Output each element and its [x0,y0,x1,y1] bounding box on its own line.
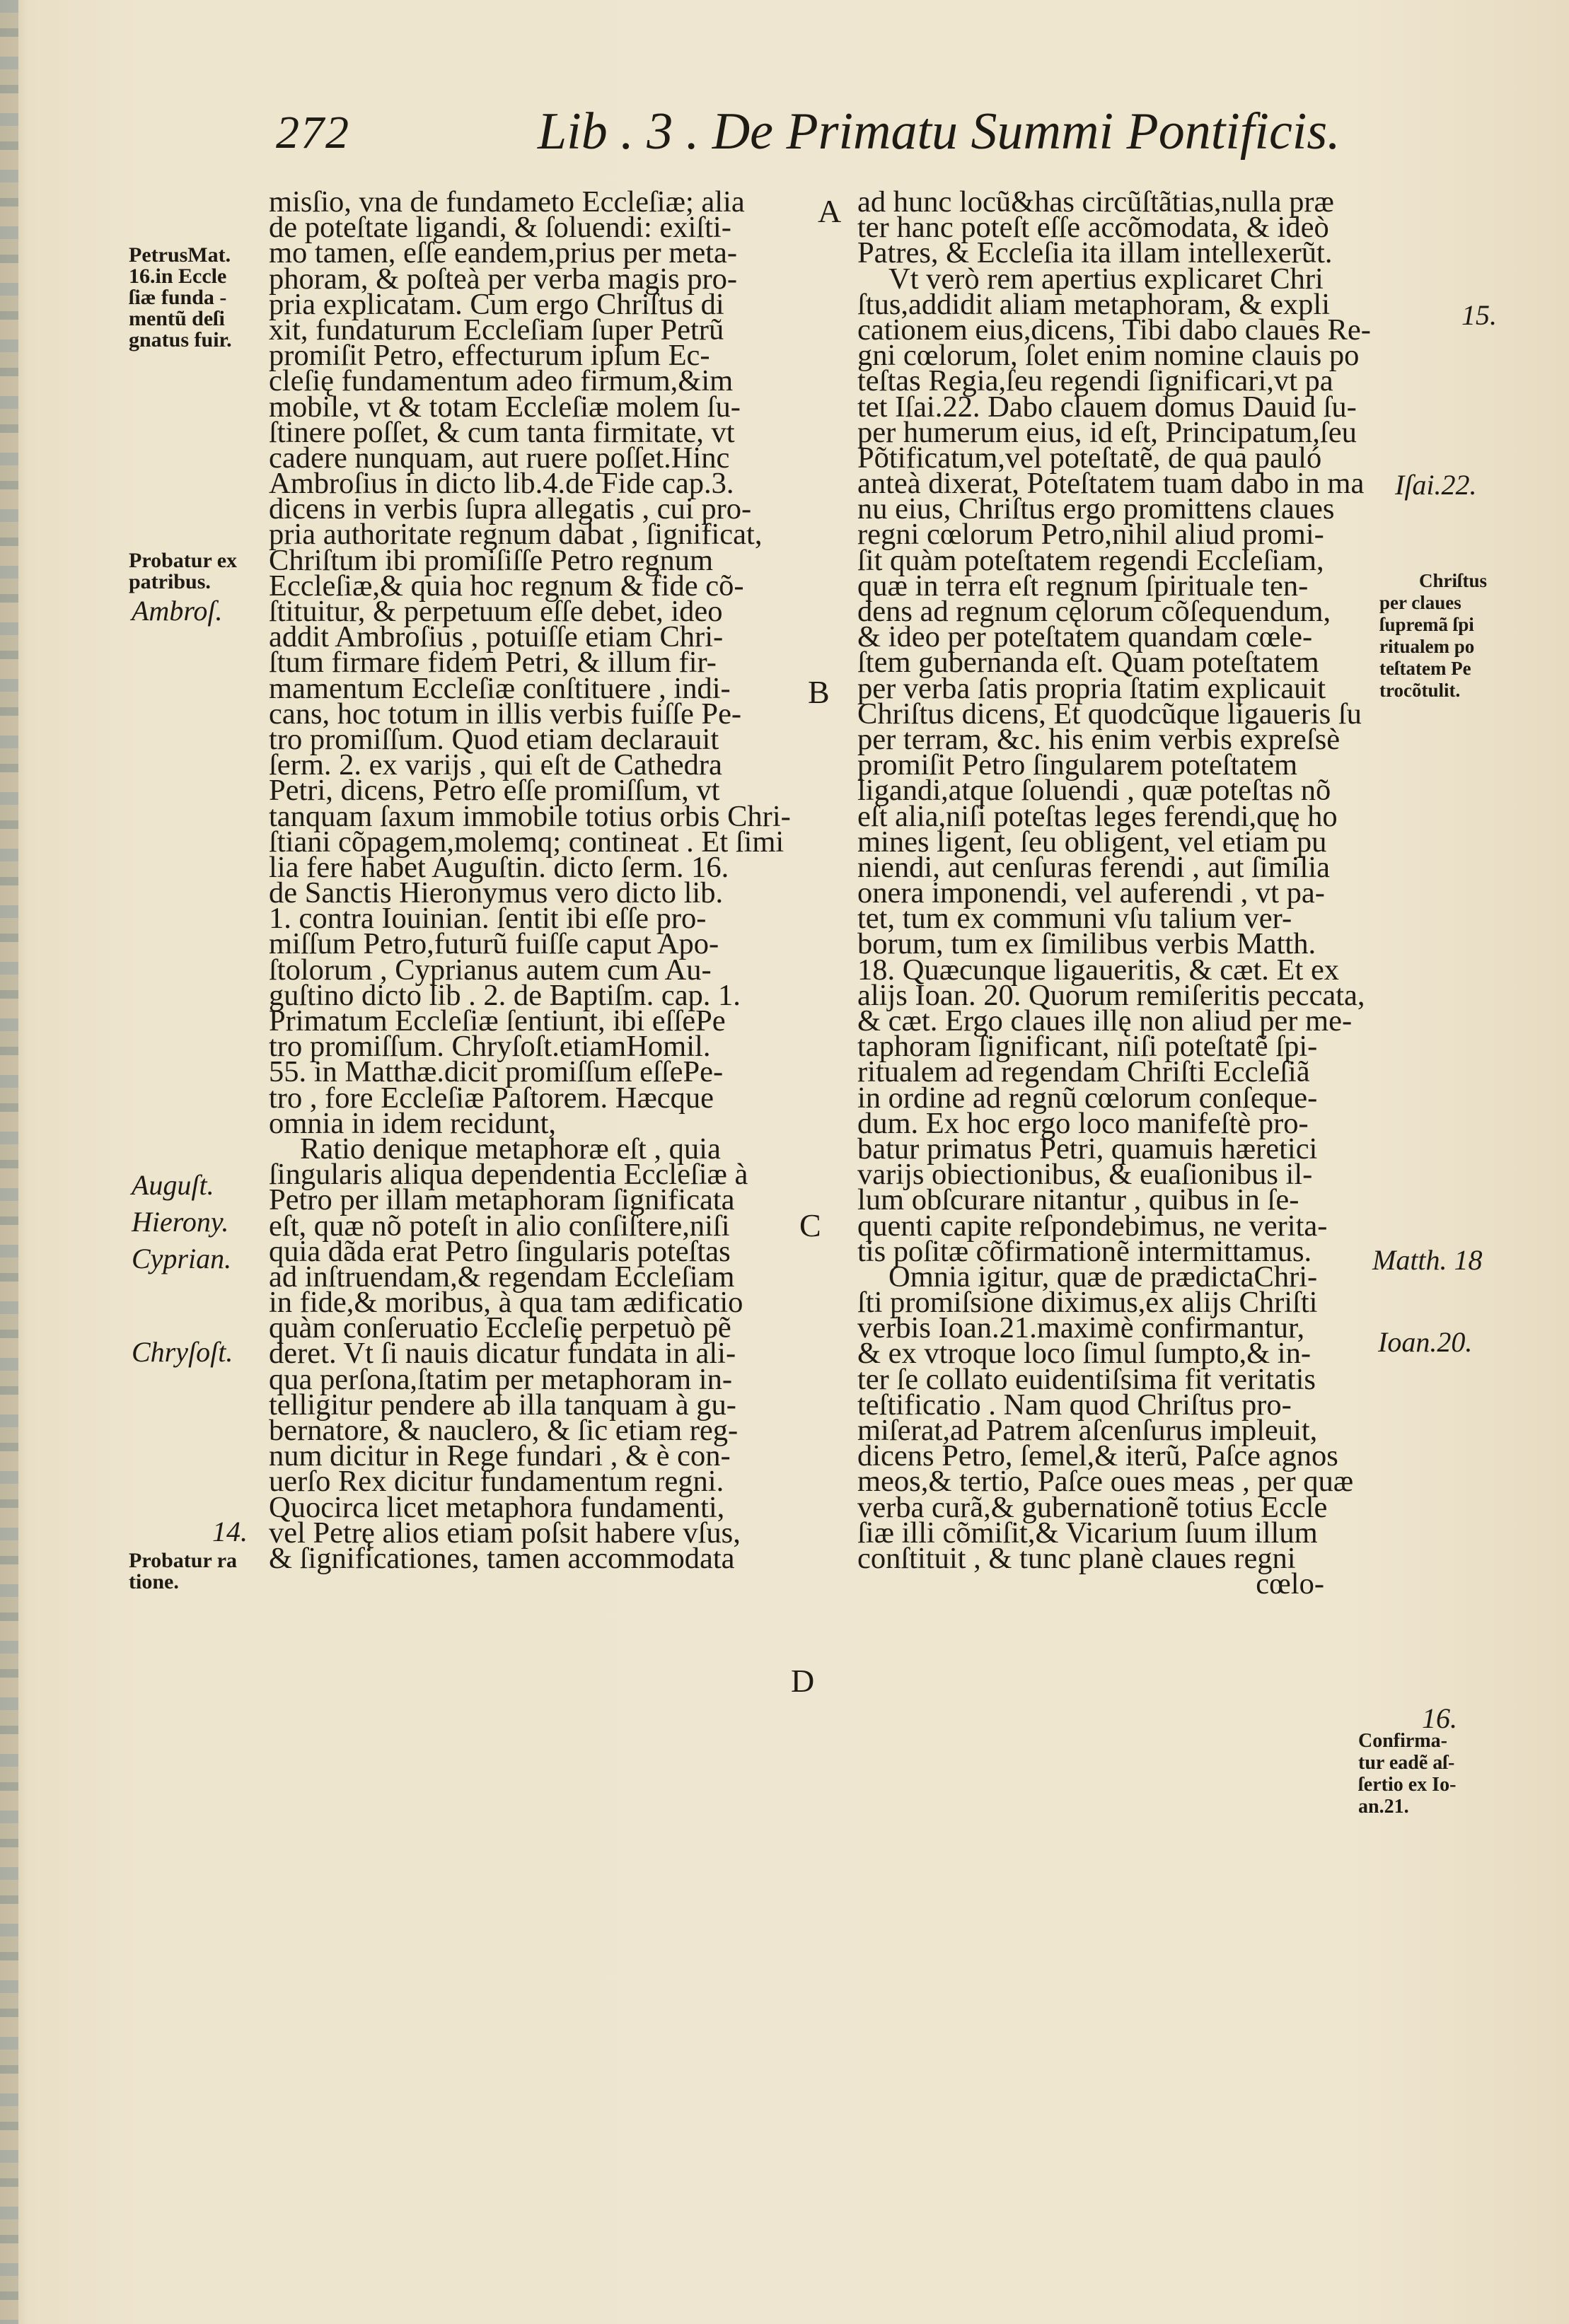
text-line: taphoram ſignificant, niſi poteſtatẽ ſpi- [857,1030,1318,1064]
text-line: dens ad regnum cęlorum cõſequendum, [857,595,1331,628]
text-line: gni cœlorum, ſolet enim nomine clauis po [857,339,1360,373]
text-line: telligitur pendere ab illa tanquam à gu- [269,1388,736,1422]
margin-note-line: teſtatem Pe [1379,658,1471,679]
text-line: lum obſcurare nitantur , quibus in ſe- [857,1183,1299,1217]
text-line: nu eius, Chriſtus ergo promittens claues [857,492,1335,526]
text-line: misſio, vna de fundameto Eccleſiæ; alia [269,185,745,219]
text-line: quenti capite reſpondebimus, ne verita- [857,1209,1328,1243]
text-line: dicens Petro, ſemel,& iterũ, Paſce agnos [857,1439,1338,1473]
margin-note-ioan20: Ioan.20. [1378,1326,1473,1358]
text-line: eſt, quæ nõ poteſt in alio conſiſtere,niſi [269,1209,730,1243]
text-line: Chriſtum ibi promiſiſſe Petro regnum [269,543,713,577]
text-line: miſerat,ad Patrem aſcenſurus impleuit, [857,1414,1318,1447]
text-line: Vt verò rem apertius explicaret Chri [888,262,1324,296]
section-letter-c: C [799,1207,821,1243]
margin-note-line: ſiæ funda - [129,286,227,309]
text-line: & ſignificationes, tamen accommodata [269,1541,735,1575]
text-line: de poteſtate ligandi, & ſoluendi: exiſti- [269,211,731,245]
text-line: varijs obiectionibus, & euaſionibus il- [857,1158,1313,1192]
text-line: Põtificatum,vel poteſtatẽ, de qua pauló [857,441,1322,475]
text-line: in fide,& moribus, à qua tam ædificatio [269,1286,743,1320]
page-header [276,103,1341,170]
text-line: vel Petrę alios etiam poſsit habere vſus, [269,1516,741,1550]
text-line: addit Ambroſius , potuiſſe etiam Chri- [269,620,724,654]
margin-note-line: Probatur ex [129,549,238,572]
text-line: bernatore, & nauclero, & ſic etiam reg- [269,1414,739,1447]
margin-note-petrus [129,245,232,351]
text-line: teſtificatio . Nam quod Chriſtus pro- [857,1388,1292,1422]
text-line: verbis Ioan.21.maximè confirmantur, [857,1311,1305,1345]
text-line: mamentum Eccleſiæ conſtituere , indi- [269,671,731,705]
text-line: ſtum firmare fidem Petri, & illum fir- [269,646,717,680]
text-line: teſtas Regia,ſeu regendi ſignificari,vt pa [857,364,1333,398]
text-line: tro , fore Eccleſiæ Paſtorem. Hæcque [269,1081,714,1115]
margin-note-line: gnatus fuir. [129,328,232,351]
margin-note-ambros: Ambroſ. [132,595,223,627]
text-line: Petro per illam metaphoram ſignificata [269,1183,735,1217]
text-line: cadere nunquam, aut ruere poſſet.Hinc [269,441,730,475]
text-line: verba curã,& gubernationẽ totius Eccle [857,1490,1328,1524]
text-line: 1. contra Iouinian. ſentit ibi eſſe pro- [269,902,707,936]
margin-note-line: PetrusMat. [129,243,231,267]
text-line: per humerum eius, id eſt, Principatum,ſeu [857,415,1357,449]
margin-note-line: Probatur ra [129,1549,238,1572]
text-line: ſtolorum , Cyprianus autem cum Au- [269,953,712,987]
margin-note-christus-claues [1379,570,1487,702]
text-line: Omnia igitur, quæ de prædictaChri- [888,1260,1318,1294]
left-text-column [269,185,791,1575]
text-line: quia dãda erat Petro ſingularis poteſtas [269,1234,731,1268]
margin-note-math18: Matth. 18 [1372,1244,1483,1276]
text-line: ſerm. 2. ex varijs , qui eſt de Cathedra [269,748,722,782]
text-line: ſiæ illi cõmiſit,& Vicarium ſuum illum [857,1516,1318,1550]
text-line: pria authoritate regnum dabat , ſignificat, [269,518,763,552]
text-line: mobile, vt & totam Eccleſiæ molem ſu- [269,390,741,424]
text-line: Quocirca licet metaphora fundamenti, [269,1490,725,1524]
text-line: batur primatus Petri, quamuis hæretici [857,1132,1318,1166]
text-line: ſti promiſsione diximus,ex alijs Chriſti [857,1286,1318,1320]
margin-note-august: Auguſt. [132,1169,214,1201]
margin-note-line: mentũ deſi [129,307,225,330]
text-line: borum, tum ex ſimilibus verbis Matth. [857,927,1316,961]
text-line: ter hanc poteſt eſſe accõmodata, & ideò [857,211,1329,245]
text-line: & ex vtroque loco ſimul ſumpto,& in- [857,1337,1311,1371]
text-line: tro promiſſum. Chryſoſt.etiamHomil. [269,1030,711,1064]
text-line: niendi, aut cenſuras ferendi , aut ſimilia [857,850,1330,884]
text-line: cleſię fundamentum adeo firmum,&im [269,364,734,398]
margin-note-confirmatur [1358,1730,1456,1818]
text-line: & cæt. Ergo claues illę non aliud per me- [857,1004,1353,1038]
text-line: ſingularis aliqua dependentia Eccleſiæ à [269,1158,748,1192]
margin-note-number-15: 15. [1461,299,1497,331]
margin-note-chrysost: Chryſoſt. [132,1336,233,1368]
section-letter-b: B [808,674,830,710]
text-line: ligandi,atque ſoluendi , quæ poteſtas nõ [857,774,1331,808]
text-line: meos,& tertio, Paſce oues meas , per quæ [857,1465,1354,1499]
text-line: mines ligent, ſeu obligent, vel etiam pu [857,825,1327,859]
text-line: per terram, &c. his enim verbis expreſsè [857,722,1341,756]
margin-note-line: tur eadẽ aſ- [1358,1752,1455,1774]
text-line: ſtus,addidit aliam metaphoram, & expli [857,287,1331,321]
text-line: ritualem ad regendam Chriſti Eccleſiã [857,1055,1310,1089]
margin-note-line: patribus. [129,570,211,593]
margin-note-line: Chriſtus [1419,570,1488,591]
text-line: eſt alia,niſi poteſtas leges ferendi,quę ho [857,799,1338,833]
text-line: de Sanctis Hieronymus vero dicto lib. [269,876,724,910]
text-line: num dicitur in Rege fundari , & è con- [269,1439,731,1473]
margin-note-line: tione. [129,1570,179,1593]
margin-note-line: per claues [1379,592,1461,613]
text-line: ſtinere poſſet, & cum tanta firmitate, vt [269,415,735,449]
margin-note-number-16: 16. [1422,1702,1457,1734]
text-line: tis poſitæ cõfirmationẽ intermittamus. [857,1234,1312,1268]
running-title: Lib . 3 . De Primatu Summi Pontificis. [538,103,1341,161]
text-line: quæ in terra eſt regnum ſpirituale ten- [857,569,1309,603]
margin-note-number-14: 14. [212,1516,248,1547]
text-line: alijs Ioan. 20. Quorum remiſeritis peccata, [857,978,1365,1012]
page-number: 272 [276,107,350,158]
section-letter-a: A [818,193,842,229]
text-line: promiſit Petro, effecturum ipſum Ec- [269,339,710,373]
text-line: guſtino dicto lib . 2. de Baptiſm. cap. 1. [269,978,741,1012]
text-line: tro promiſſum. Quod etiam declarauit [269,722,719,756]
text-line: dicens in verbis ſupra allegatis , cui pro- [269,492,752,526]
text-line: ſit quàm poteſtatem regendi Eccleſiam, [857,543,1324,577]
text-line: conſtituit , & tunc planè claues regni [857,1541,1296,1575]
text-line: qua perſona,ſtatim per metaphoram in- [269,1362,732,1396]
text-line: lia fere habet Auguſtin. dicto ſerm. 16. [269,850,729,884]
text-line: quàm conſeruatio Eccleſię perpetuò pẽ [269,1311,731,1345]
text-line: phoram, & poſteà per verba magis pro- [269,262,738,296]
catchword: cœlo- [1256,1567,1324,1601]
margin-note-cyprian: Cyprian. [132,1243,232,1274]
text-line: & ideo per poteſtatem quandam cœle- [857,620,1313,654]
text-line: Ambroſius in dicto lib.4.de Fide cap.3. [269,467,734,501]
text-line: ſtituitur, & perpetuum eſſe debet, ideo [269,595,723,628]
binding-gutter [0,0,18,2324]
text-line: 18. Quæcunque ligaueritis, & cæt. Et ex [857,953,1340,987]
margin-note-isai22: Iſai.22. [1395,469,1477,501]
margin-note-hierony: Hierony. [132,1206,229,1238]
text-line: promiſit Petro ſingularem poteſtatem [857,748,1298,782]
text-line: Petri, dicens, Petro eſſe promiſſum, vt [269,774,720,808]
right-text-column [857,185,1381,1601]
text-line: cationem eius,dicens, Tibi dabo claues Re- [857,313,1371,347]
text-line: tanquam ſaxum immobile totius orbis Chri- [269,799,791,833]
text-line: Chriſtus dicens, Et quodcũque ligaueris ſu [857,697,1362,731]
text-line: deret. Vt ſi nauis dicatur fundata in ali- [269,1337,736,1371]
text-line: ter ſe collato euidentiſsima fit veritatis [857,1362,1316,1396]
text-line: regni cœlorum Petro,nihil aliud promi- [857,518,1324,552]
text-line: 55. in Matthæ.dicit promiſſum eſſePe- [269,1055,724,1089]
text-line: ſtiani cõpagem,molemq; contineat . Et ſimi [269,825,784,859]
text-line: miſſum Petro,futurũ fuiſſe caput Apo- [269,927,719,961]
margin-note-line: ſupremã ſpi [1379,614,1474,635]
text-line: tet Iſai.22. Dabo clauem domus Dauid ſu- [857,390,1357,424]
text-line: anteà dixerat, Poteſtatem tuam dabo in ma [857,467,1365,501]
text-line: pria explicatam. Cum ergo Chriſtus di [269,287,724,321]
text-line: cans, hoc totum in illis verbis fuiſſe Pe- [269,697,742,731]
margin-note-probatur-ratione [129,1550,237,1593]
text-line: ſtem gubernanda eſt. Quam poteſtatem [857,646,1319,680]
text-line: omnia in idem recidunt, [269,1106,557,1140]
text-line: Ratio denique metaphoræ eſt , quia [300,1132,721,1166]
text-line: per verba ſatis propria ſtatim explicauit [857,671,1326,705]
margin-note-line: an.21. [1358,1796,1409,1818]
text-line: Patres, & Eccleſia ita illam intellexerũt. [857,236,1333,270]
text-line: ad inſtruendam,& regendam Eccleſiam [269,1260,735,1294]
text-line: tet, tum ex communi vſu talium ver- [857,902,1292,936]
text-line: dum. Ex hoc ergo loco manifeſtè pro- [857,1106,1309,1140]
margin-note-line: ſertio ex Io- [1358,1774,1457,1796]
text-line: mo tamen, eſſe eandem,prius per meta- [269,236,738,270]
text-line: Primatum Eccleſiæ ſentiunt, ibi eſſePe [269,1004,726,1038]
margin-note-line: trocõtulit. [1379,680,1461,701]
margin-note-probatur-ex-patribus [129,550,237,593]
text-line: Eccleſiæ,& quia hoc regnum & fide cõ- [269,569,744,603]
section-letter-d: D [791,1663,815,1699]
margin-note-line: 16.in Eccle [129,265,227,288]
text-line: onera imponendi, vel auferendi , vt pa- [857,876,1325,910]
text-line: ad hunc locũ&has circũſtãtias,nulla præ [857,185,1334,219]
text-line: in ordine ad regnũ cœlorum conſeque- [857,1081,1318,1115]
text-line: uerſo Rex dicitur fundamentum regni. [269,1465,724,1499]
margin-note-line: ritualem po [1379,636,1475,657]
text-line: xit, fundaturum Eccleſiam ſuper Petrũ [269,313,724,347]
margin-note-line: Confirma- [1358,1730,1447,1752]
